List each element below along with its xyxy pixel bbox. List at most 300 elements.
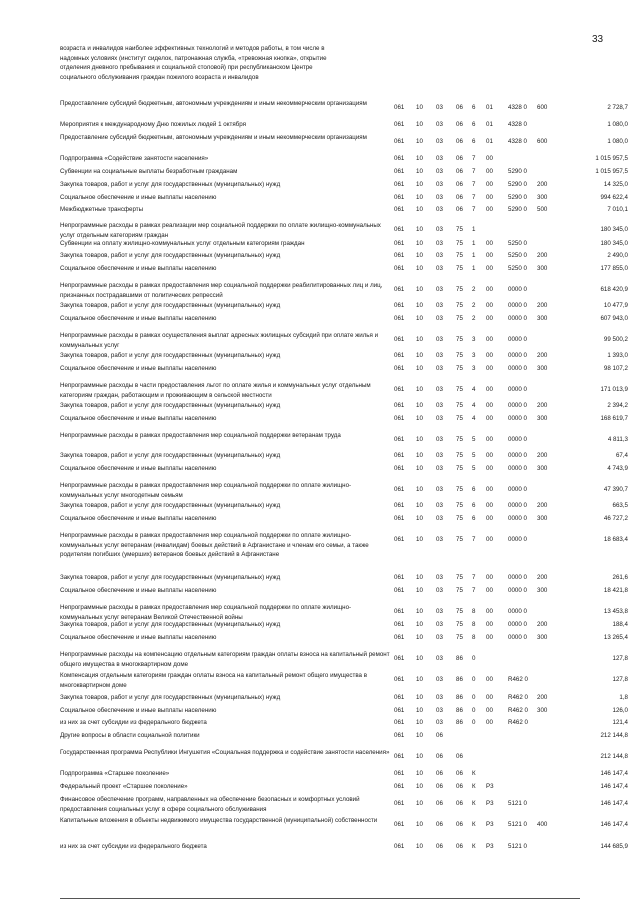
code-expense: 0000 0 (508, 452, 527, 459)
code-direction: 00 (486, 206, 493, 213)
row-amount: 121,4 (612, 719, 628, 726)
code-type: 300 (537, 194, 548, 201)
code-program: 75 (456, 502, 463, 509)
code-subsection: 03 (436, 415, 443, 422)
code-expense: 0000 0 (508, 315, 527, 322)
code-subprogram: К (472, 843, 476, 850)
row-label: Закупка товаров, работ и услуг для государственных (муниципальных) нужд (60, 574, 281, 581)
code-direction: 00 (486, 452, 493, 459)
code-grbs: 061 (394, 655, 405, 662)
row-amount: 7 010,1 (607, 206, 628, 213)
row-amount: 188,4 (612, 621, 628, 628)
code-section: 10 (416, 194, 423, 201)
row-label: Федеральный проект «Старшее поколение» (60, 783, 188, 790)
code-type: 200 (537, 252, 548, 259)
code-subprogram: К (472, 783, 476, 790)
code-direction: 00 (486, 719, 493, 726)
row-amount: 618 420,9 (600, 286, 628, 293)
code-direction: 00 (486, 621, 493, 628)
code-subsection: 06 (436, 821, 443, 828)
code-subprogram: 7 (472, 574, 476, 581)
code-grbs: 061 (394, 608, 405, 615)
code-expense: 0000 0 (508, 386, 527, 393)
code-expense: 0000 0 (508, 402, 527, 409)
code-expense: 0000 0 (508, 415, 527, 422)
row-amount: 146 147,4 (600, 783, 628, 790)
code-program: 75 (456, 240, 463, 247)
code-section: 10 (416, 286, 423, 293)
code-grbs: 061 (394, 783, 405, 790)
code-program: 75 (456, 365, 463, 372)
row-amount: 146 147,4 (600, 770, 628, 777)
row-amount: 99 500,2 (603, 336, 628, 343)
code-subsection: 06 (436, 843, 443, 850)
code-expense: 5250 0 (508, 240, 527, 247)
code-grbs: 061 (394, 621, 405, 628)
row-label: Непрограммные расходы в части предоставления льгот по оплате жилья и коммунальных услуг отдельным категориям граждан, работающим и проживающим в сельской местности (60, 382, 371, 399)
code-direction: 01 (486, 138, 493, 145)
row-amount: 261,6 (612, 574, 628, 581)
code-direction: 00 (486, 155, 493, 162)
row-amount: 18 683,4 (603, 536, 628, 543)
code-subsection: 06 (436, 770, 443, 777)
row-label: Непрограммные расходы в рамках предоставления мер социальной поддержки по оплате жилищно-коммунальных услуг ветеранам Великой Отечественной войны (60, 604, 352, 621)
code-grbs: 061 (394, 155, 405, 162)
code-grbs: 061 (394, 104, 405, 111)
code-grbs: 061 (394, 436, 405, 443)
code-subsection: 03 (436, 352, 443, 359)
code-program: 75 (456, 465, 463, 472)
code-direction: 00 (486, 352, 493, 359)
code-type: 400 (537, 821, 548, 828)
code-subprogram: 5 (472, 465, 476, 472)
code-grbs: 061 (394, 515, 405, 522)
code-program: 75 (456, 402, 463, 409)
code-subprogram: 0 (472, 694, 476, 701)
code-program: 06 (456, 821, 463, 828)
code-direction: 01 (486, 121, 493, 128)
code-subprogram: 3 (472, 336, 476, 343)
code-subsection: 03 (436, 634, 443, 641)
code-direction: 00 (486, 574, 493, 581)
code-subprogram: 7 (472, 168, 476, 175)
row-label: Закупка товаров, работ и услуг для государственных (муниципальных) нужд (60, 502, 281, 509)
code-grbs: 061 (394, 753, 405, 760)
code-grbs: 061 (394, 206, 405, 213)
code-program: 75 (456, 452, 463, 459)
code-program: 06 (456, 800, 463, 807)
code-subprogram: 7 (472, 206, 476, 213)
code-section: 10 (416, 634, 423, 641)
code-program: 75 (456, 621, 463, 628)
code-type: 300 (537, 465, 548, 472)
code-expense: 0000 0 (508, 515, 527, 522)
code-subprogram: 8 (472, 621, 476, 628)
row-amount: 212 144,8 (600, 753, 628, 760)
code-section: 10 (416, 719, 423, 726)
code-subprogram: 0 (472, 655, 476, 662)
row-amount: 10 477,9 (603, 302, 628, 309)
code-grbs: 061 (394, 336, 405, 343)
row-label: Непрограммные расходы в рамках предоставления мер социальной поддержки реабилитированных лиц и лиц, признанных пострадавшими от политических репрессий (60, 282, 383, 299)
code-grbs: 061 (394, 138, 405, 145)
row-amount: 177 855,0 (600, 265, 628, 272)
code-expense: 0000 0 (508, 465, 527, 472)
code-grbs: 061 (394, 240, 405, 247)
code-section: 10 (416, 436, 423, 443)
code-section: 10 (416, 402, 423, 409)
code-program: 06 (456, 783, 463, 790)
row-amount: 13 453,8 (603, 608, 628, 615)
code-subsection: 03 (436, 121, 443, 128)
row-amount: 212 144,8 (600, 732, 628, 739)
code-subsection: 03 (436, 181, 443, 188)
code-direction: 00 (486, 676, 493, 683)
code-program: 06 (456, 843, 463, 850)
code-subsection: 03 (436, 719, 443, 726)
code-section: 10 (416, 502, 423, 509)
code-type: 200 (537, 181, 548, 188)
row-label: Непрограммные расходы в рамках реализации мер социальной поддержки по оплате жилищно-коммунальных услуг отдельным категориям граждан (60, 222, 381, 239)
code-section: 10 (416, 138, 423, 145)
code-grbs: 061 (394, 732, 405, 739)
row-label: Социальное обеспечение и иные выплаты населению (60, 365, 217, 372)
code-subprogram: 2 (472, 315, 476, 322)
code-grbs: 061 (394, 286, 405, 293)
row-label: Закупка товаров, работ и услуг для государственных (муниципальных) нужд (60, 352, 281, 359)
code-section: 10 (416, 676, 423, 683)
code-subsection: 03 (436, 240, 443, 247)
code-subsection: 03 (436, 655, 443, 662)
code-subprogram: 7 (472, 155, 476, 162)
row-label: Финансовое обеспечение программ, направленных на обеспечение безопасных и комфортных условий предоставления социальных услуг в сфере социального обслуживания (60, 796, 360, 813)
code-subprogram: 6 (472, 121, 476, 128)
row-amount: 14 325,0 (603, 181, 628, 188)
row-label: из них за счет субсидии из федерального бюджета (60, 843, 207, 850)
row-label: Другие вопросы в области социальной политики (60, 732, 200, 739)
row-label: Непрограммные расходы в рамках предоставления мер социальной поддержки ветеранам труда (60, 432, 341, 439)
code-section: 10 (416, 465, 423, 472)
code-section: 10 (416, 694, 423, 701)
code-subprogram: 7 (472, 181, 476, 188)
code-grbs: 061 (394, 707, 405, 714)
code-program: 86 (456, 694, 463, 701)
code-section: 10 (416, 800, 423, 807)
code-expense: 4328 0 (508, 121, 527, 128)
row-label: Социальное обеспечение и иные выплаты населению (60, 194, 217, 201)
row-label: Мероприятия к международному Дню пожилых людей 1 октября (60, 121, 246, 128)
code-direction: 00 (486, 168, 493, 175)
code-expense: 0000 0 (508, 486, 527, 493)
code-program: 75 (456, 415, 463, 422)
code-subprogram: 8 (472, 608, 476, 615)
row-amount: 127,8 (612, 655, 628, 662)
code-type: 200 (537, 574, 548, 581)
code-section: 10 (416, 352, 423, 359)
row-label: Социальное обеспечение и иные выплаты населению (60, 707, 217, 714)
code-section: 10 (416, 770, 423, 777)
code-expense: R462 0 (508, 676, 528, 683)
code-program: 75 (456, 302, 463, 309)
code-direction: 00 (486, 436, 493, 443)
row-label: Капитальные вложения в объекты недвижимого имущества государственной (муниципальной) собственности (60, 817, 378, 824)
code-expense: 0000 0 (508, 608, 527, 615)
bottom-divider (60, 898, 580, 899)
code-direction: 00 (486, 240, 493, 247)
code-subsection: 03 (436, 621, 443, 628)
code-grbs: 061 (394, 168, 405, 175)
code-expense: 0000 0 (508, 536, 527, 543)
code-type: 300 (537, 707, 548, 714)
code-direction: 00 (486, 707, 493, 714)
code-direction: 00 (486, 587, 493, 594)
code-expense: 0000 0 (508, 621, 527, 628)
code-subprogram: 3 (472, 352, 476, 359)
row-label: Субвенции на социальные выплаты безработным гражданам (60, 168, 238, 175)
code-section: 10 (416, 821, 423, 828)
code-direction: 00 (486, 286, 493, 293)
code-subprogram: 1 (472, 240, 476, 247)
code-grbs: 061 (394, 252, 405, 259)
code-subsection: 03 (436, 486, 443, 493)
row-amount: 47 390,7 (603, 486, 628, 493)
code-section: 10 (416, 621, 423, 628)
row-label: Подпрограмма «Содействие занятости населения» (60, 155, 209, 162)
code-section: 10 (416, 155, 423, 162)
row-label: Социальное обеспечение и иные выплаты населению (60, 587, 217, 594)
code-type: 500 (537, 206, 548, 213)
code-type: 300 (537, 634, 548, 641)
code-expense: 0000 0 (508, 365, 527, 372)
code-subsection: 03 (436, 608, 443, 615)
code-subsection: 03 (436, 574, 443, 581)
code-direction: 00 (486, 181, 493, 188)
row-amount: 126,0 (612, 707, 628, 714)
code-grbs: 061 (394, 121, 405, 128)
code-direction: 00 (486, 465, 493, 472)
code-grbs: 061 (394, 821, 405, 828)
code-grbs: 061 (394, 800, 405, 807)
code-program: 75 (456, 265, 463, 272)
code-direction: 01 (486, 104, 493, 111)
code-type: 200 (537, 694, 548, 701)
row-amount: 1,8 (619, 694, 628, 701)
code-subprogram: 1 (472, 252, 476, 259)
code-section: 10 (416, 168, 423, 175)
code-section: 10 (416, 365, 423, 372)
code-subsection: 03 (436, 194, 443, 201)
code-expense: 5250 0 (508, 252, 527, 259)
code-subprogram: 8 (472, 634, 476, 641)
code-subsection: 03 (436, 365, 443, 372)
code-expense: 5290 0 (508, 168, 527, 175)
code-expense: 0000 0 (508, 502, 527, 509)
code-direction: Р3 (486, 821, 494, 828)
row-label: Непрограммные расходы в рамках предоставления мер социальной поддержки по оплате жилищно-коммунальных услуг многодетным семьям (60, 482, 352, 499)
row-amount: 4 743,9 (607, 465, 628, 472)
code-expense: 4328 0 (508, 104, 527, 111)
row-label: Закупка товаров, работ и услуг для государственных (муниципальных) нужд (60, 302, 281, 309)
code-section: 10 (416, 452, 423, 459)
code-subprogram: 4 (472, 386, 476, 393)
row-amount: 168 619,7 (600, 415, 628, 422)
code-type: 300 (537, 265, 548, 272)
code-section: 10 (416, 302, 423, 309)
code-section: 10 (416, 486, 423, 493)
code-program: 06 (456, 206, 463, 213)
code-grbs: 061 (394, 226, 405, 233)
intro-text: возраста и инвалидов наиболее эффективных технологий и методов работы, в том числе в надомных условиях (институт сиделок, патронажная служба, «тревожная кнопка», открытие отделения дневного пребывания и социальной столовой) при республиканском Центре социального обслуживания граждан пожилого возраста и инвалидов (60, 45, 327, 81)
code-grbs: 061 (394, 386, 405, 393)
row-amount: 1 080,0 (607, 121, 628, 128)
code-section: 10 (416, 655, 423, 662)
row-label: Подпрограмма «Старшее поколение» (60, 770, 170, 777)
code-subsection: 03 (436, 138, 443, 145)
code-direction: 00 (486, 365, 493, 372)
code-expense: R462 0 (508, 694, 528, 701)
code-program: 06 (456, 121, 463, 128)
code-section: 10 (416, 707, 423, 714)
code-expense: 0000 0 (508, 352, 527, 359)
code-subsection: 03 (436, 168, 443, 175)
code-expense: 5121 0 (508, 821, 527, 828)
code-subprogram: 6 (472, 502, 476, 509)
code-subsection: 03 (436, 707, 443, 714)
code-direction: Р3 (486, 783, 494, 790)
row-label: Социальное обеспечение и иные выплаты населению (60, 634, 217, 641)
code-subsection: 03 (436, 465, 443, 472)
code-program: 75 (456, 634, 463, 641)
code-subsection: 03 (436, 436, 443, 443)
row-label: Компенсация отдельным категориям граждан оплаты взноса на капитальный ремонт общего имущества в многоквартирном доме (60, 672, 367, 689)
code-subprogram: 1 (472, 265, 476, 272)
code-subsection: 06 (436, 783, 443, 790)
code-direction: 00 (486, 265, 493, 272)
code-type: 200 (537, 352, 548, 359)
row-amount: 4 811,3 (607, 436, 628, 443)
code-grbs: 061 (394, 302, 405, 309)
code-grbs: 061 (394, 574, 405, 581)
row-amount: 18 421,8 (603, 587, 628, 594)
code-program: 75 (456, 536, 463, 543)
code-direction: 00 (486, 415, 493, 422)
code-program: 75 (456, 608, 463, 615)
code-grbs: 061 (394, 315, 405, 322)
code-expense: 0000 0 (508, 302, 527, 309)
code-type: 200 (537, 452, 548, 459)
row-label: Предоставление субсидий бюджетным, автономным учреждениям и иным некоммерческим организациям (60, 134, 367, 141)
code-grbs: 061 (394, 587, 405, 594)
code-subprogram: 3 (472, 365, 476, 372)
code-subprogram: К (472, 770, 476, 777)
code-type: 200 (537, 621, 548, 628)
code-program: 75 (456, 336, 463, 343)
code-section: 10 (416, 226, 423, 233)
code-section: 10 (416, 415, 423, 422)
code-subsection: 03 (436, 402, 443, 409)
code-type: 300 (537, 315, 548, 322)
code-section: 10 (416, 608, 423, 615)
code-expense: 5121 0 (508, 843, 527, 850)
row-label: Социальное обеспечение и иные выплаты населению (60, 415, 217, 422)
row-amount: 146 147,4 (600, 800, 628, 807)
code-subprogram: 0 (472, 719, 476, 726)
row-label: Закупка товаров, работ и услуг для государственных (муниципальных) нужд (60, 694, 281, 701)
row-label: из них за счет субсидии из федерального бюджета (60, 719, 207, 726)
code-program: 75 (456, 315, 463, 322)
code-grbs: 061 (394, 843, 405, 850)
row-amount: 1 015 957,5 (595, 155, 628, 162)
code-section: 10 (416, 732, 423, 739)
page-number: 33 (592, 34, 604, 45)
code-subprogram: 0 (472, 676, 476, 683)
code-program: 86 (456, 707, 463, 714)
code-subprogram: 6 (472, 104, 476, 111)
row-label: Социальное обеспечение и иные выплаты населению (60, 465, 217, 472)
row-label: Закупка товаров, работ и услуг для государственных (муниципальных) нужд (60, 621, 281, 628)
code-section: 10 (416, 121, 423, 128)
row-label: Непрограммные расходы в рамках осуществления выплат адресных жилищных субсидий при оплате жилья и коммунальных услуг (60, 332, 379, 349)
code-subsection: 03 (436, 265, 443, 272)
code-subsection: 03 (436, 302, 443, 309)
code-program: 06 (456, 168, 463, 175)
code-subprogram: 4 (472, 415, 476, 422)
code-subprogram: 2 (472, 286, 476, 293)
code-subprogram: 5 (472, 436, 476, 443)
row-label: Субвенции на оплату жилищно-коммунальных услуг отдельным категориям граждан (60, 240, 305, 247)
code-section: 10 (416, 753, 423, 760)
code-subsection: 03 (436, 286, 443, 293)
code-program: 75 (456, 515, 463, 522)
code-grbs: 061 (394, 719, 405, 726)
code-section: 10 (416, 252, 423, 259)
row-label: Предоставление субсидий бюджетным, автономным учреждениям и иным некоммерческим организациям (60, 100, 367, 107)
row-amount: 994 622,4 (600, 194, 628, 201)
code-expense: 5250 0 (508, 265, 527, 272)
code-section: 10 (416, 783, 423, 790)
code-expense: 5121 0 (508, 800, 527, 807)
row-amount: 67,4 (615, 452, 628, 459)
row-amount: 1 393,0 (607, 352, 628, 359)
code-program: 75 (456, 574, 463, 581)
code-subsection: 03 (436, 587, 443, 594)
row-amount: 127,8 (612, 676, 628, 683)
code-subsection: 06 (436, 800, 443, 807)
code-type: 200 (537, 402, 548, 409)
code-subprogram: 6 (472, 515, 476, 522)
code-subsection: 03 (436, 536, 443, 543)
row-amount: 663,5 (612, 502, 628, 509)
code-section: 10 (416, 536, 423, 543)
code-type: 300 (537, 587, 548, 594)
code-type: 600 (537, 138, 548, 145)
code-expense: 0000 0 (508, 336, 527, 343)
code-subsection: 03 (436, 502, 443, 509)
code-subsection: 03 (436, 206, 443, 213)
code-program: 75 (456, 386, 463, 393)
code-section: 10 (416, 315, 423, 322)
row-label: Социальное обеспечение и иные выплаты населению (60, 515, 217, 522)
code-section: 10 (416, 515, 423, 522)
code-grbs: 061 (394, 770, 405, 777)
code-subsection: 03 (436, 252, 443, 259)
code-grbs: 061 (394, 694, 405, 701)
code-grbs: 061 (394, 452, 405, 459)
row-label: Закупка товаров, работ и услуг для государственных (муниципальных) нужд (60, 402, 281, 409)
code-program: 75 (456, 286, 463, 293)
row-amount: 2 728,7 (607, 104, 628, 111)
code-section: 10 (416, 265, 423, 272)
